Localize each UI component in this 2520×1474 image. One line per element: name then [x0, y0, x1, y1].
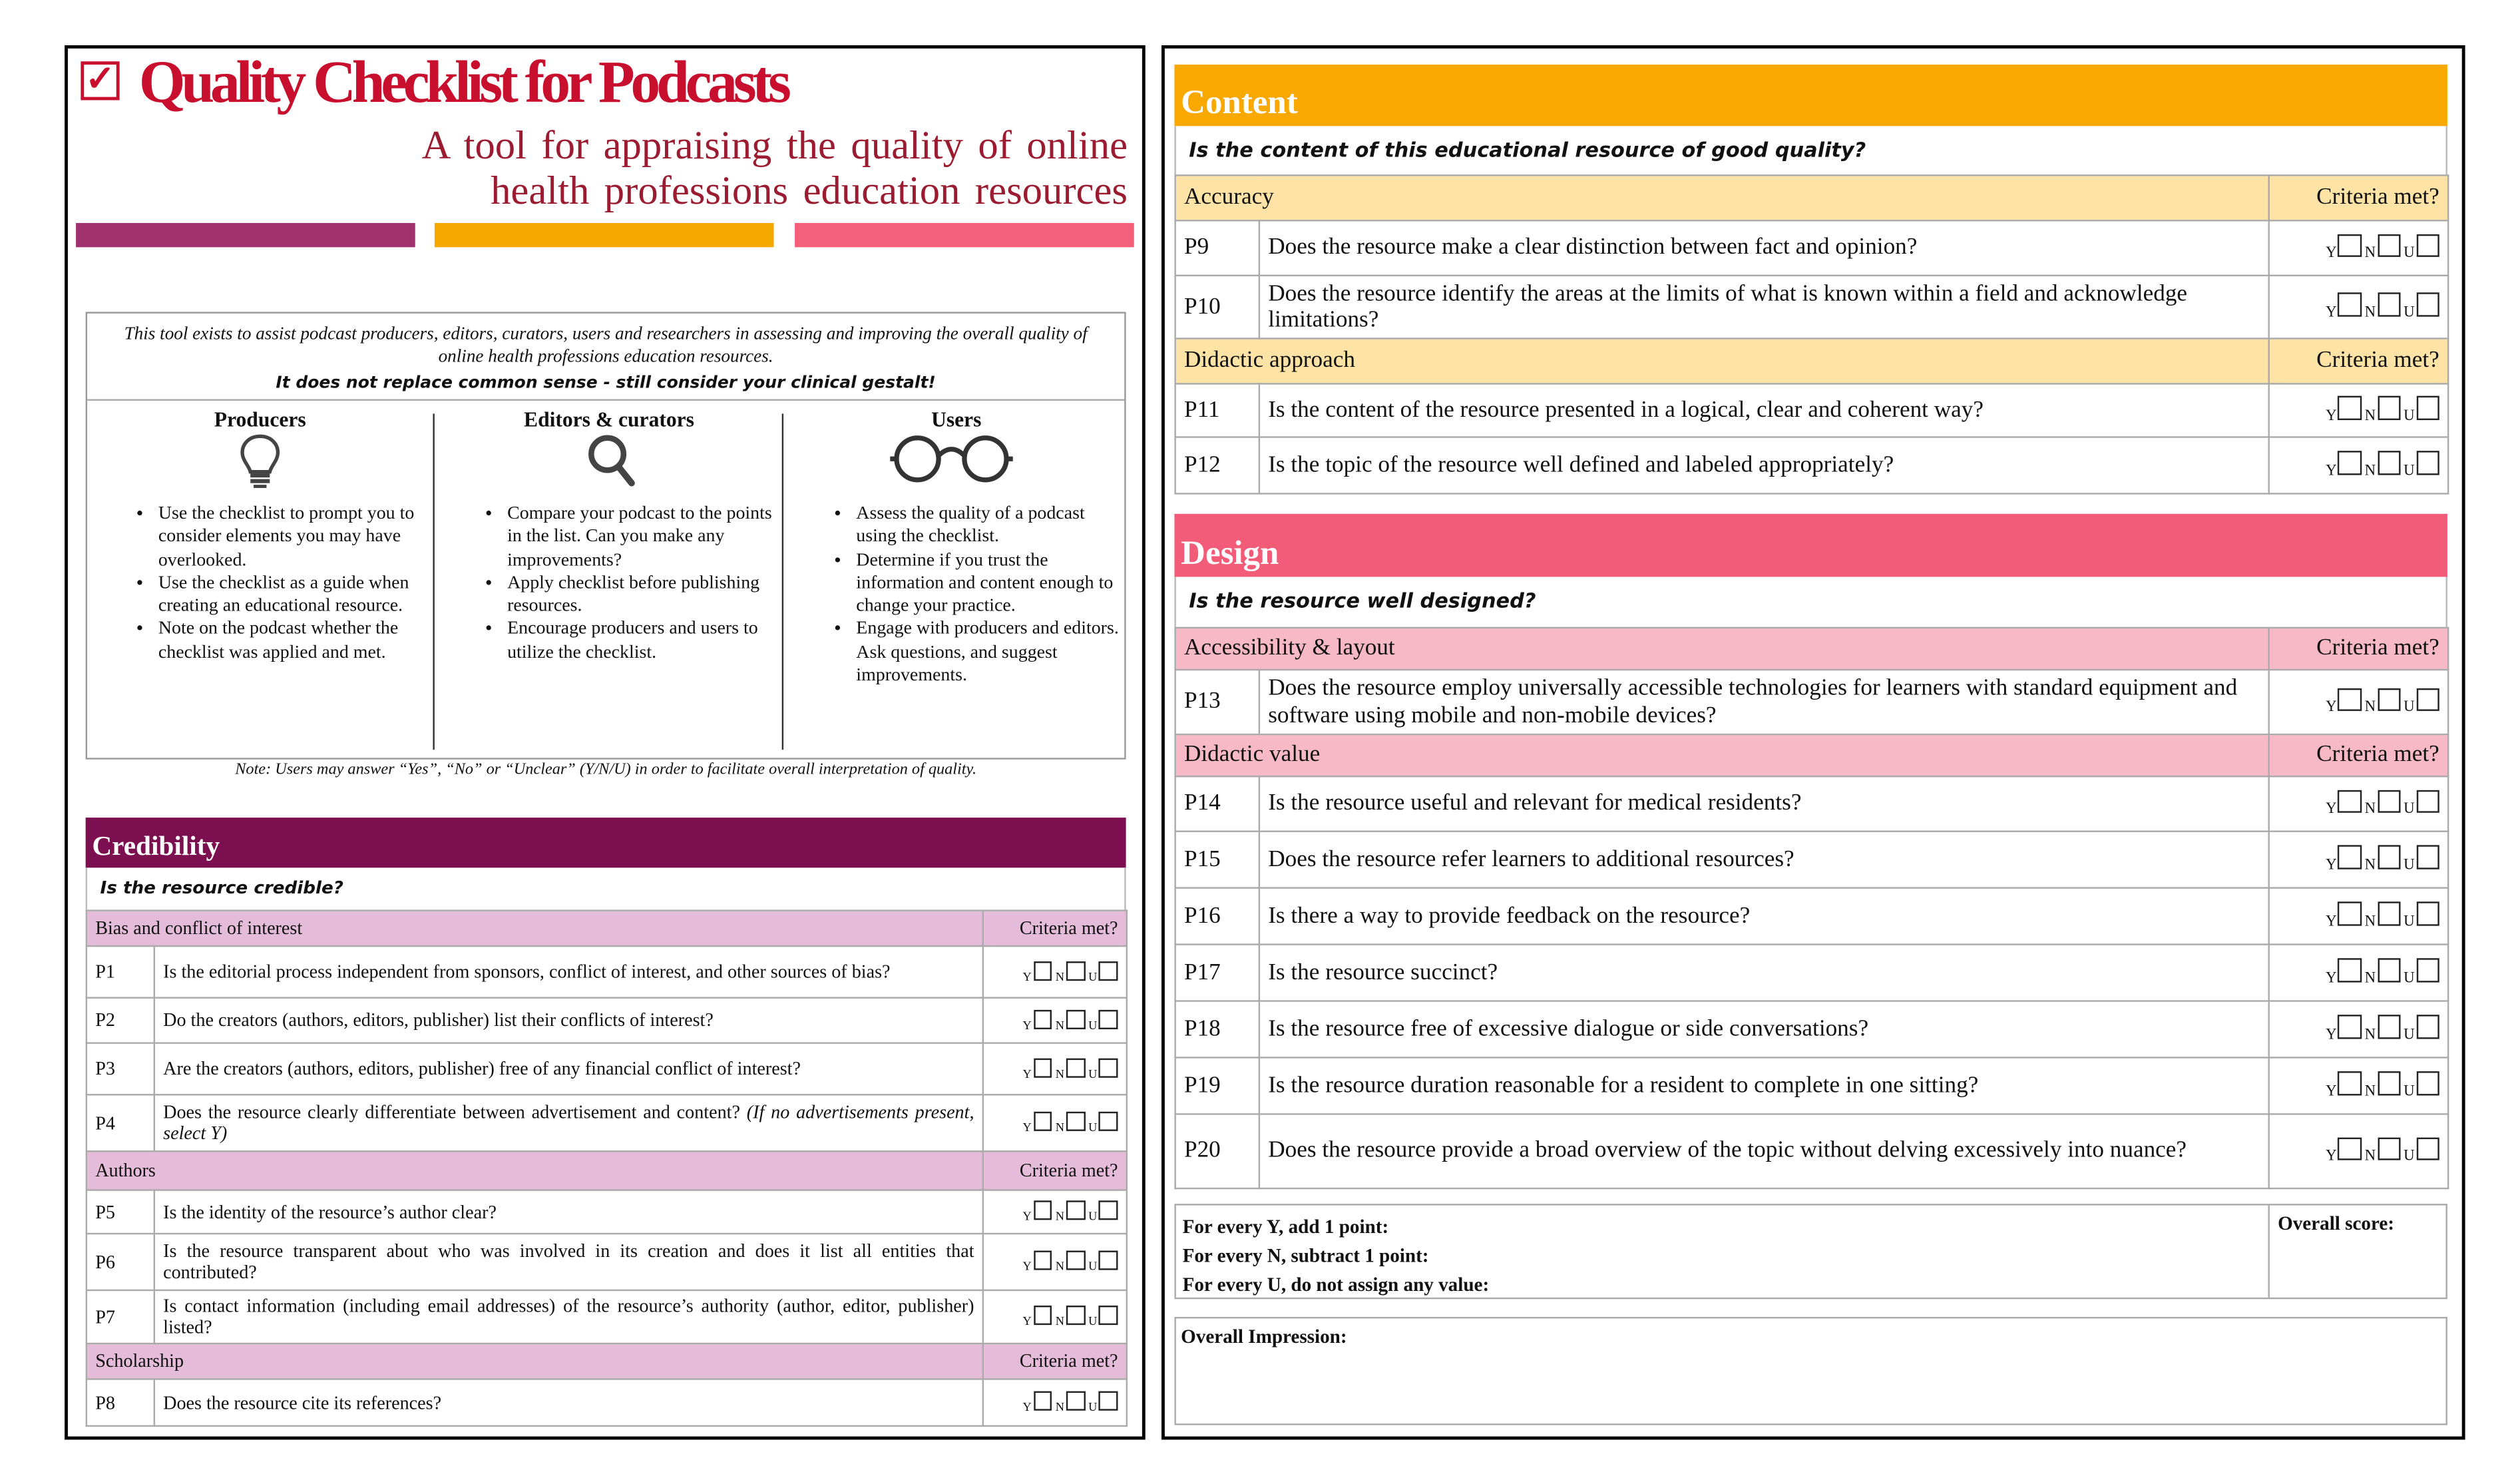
editors-column — [436, 407, 781, 750]
checklist-item-p18 — [1175, 1001, 2449, 1058]
bullet: • Assess the quality of a podcast using the checklist. — [856, 503, 1128, 549]
group-header-row — [87, 1151, 1127, 1190]
checklist-table — [1174, 627, 2449, 1190]
bullet: • Use the checklist as a guide when creating an educational resource. — [158, 572, 433, 618]
color-bar-purple — [76, 223, 415, 247]
answer-label: Y — [1022, 1314, 1032, 1329]
answer-checkbox-u[interactable] — [2416, 1015, 2439, 1039]
answer-options — [2269, 945, 2448, 1001]
intro-text: This tool exists to assist podcast producers, editors, curators, users and researchers in assessing and improving the overall quality of online health professions education resources. — [124, 324, 1088, 367]
criteria-met-label: Criteria met? — [983, 1151, 1127, 1190]
answer-checkbox-u[interactable] — [1099, 1306, 1118, 1326]
checklist-item-p7 — [87, 1290, 1127, 1344]
answer-label: N — [2364, 1149, 2376, 1166]
item-id: P3 — [87, 1043, 154, 1095]
answer-label: N — [2364, 858, 2376, 874]
answer-options — [2269, 888, 2448, 945]
answer-label: N — [1055, 1314, 1065, 1329]
criteria-met-label: Criteria met? — [2269, 628, 2448, 670]
item-question — [1259, 276, 2269, 339]
criteria-met-label: Criteria met? — [983, 911, 1127, 946]
answer-options — [983, 1190, 1127, 1234]
answer-checkbox-n[interactable] — [1066, 1306, 1085, 1326]
answer-checkbox-u[interactable] — [2416, 959, 2439, 982]
answer-label: Y — [2326, 700, 2337, 716]
item-question — [1259, 220, 2269, 276]
divider — [433, 413, 434, 750]
answer-label: U — [2404, 858, 2415, 874]
checkbox-checked-icon: ✓ — [81, 61, 119, 100]
answer-label: Y — [2326, 970, 2337, 987]
answer-checkbox-y[interactable] — [2338, 688, 2362, 712]
answer-label: U — [1088, 1399, 1098, 1415]
answer-label: Y — [2326, 408, 2337, 425]
group-name: Accessibility & layout — [1175, 628, 2269, 670]
page-title: Quality Checklist for Podcasts — [138, 50, 787, 117]
criteria-met-label: Criteria met? — [2269, 338, 2448, 383]
question-text: Does the resource provide a broad overview of the topic without delving excessively into nuance? — [1268, 1138, 2187, 1164]
users-column — [785, 407, 1128, 750]
answer-checkbox-n[interactable] — [2378, 1137, 2401, 1160]
checklist-item-p5 — [87, 1190, 1127, 1234]
answer-label: N — [2364, 408, 2376, 425]
item-question — [1259, 670, 2269, 734]
answer-checkbox-y[interactable] — [2338, 1015, 2362, 1039]
answer-label: U — [1088, 1017, 1098, 1033]
checklist-item-p8 — [87, 1379, 1127, 1425]
answer-label: Y — [1022, 1120, 1032, 1135]
answer-checkbox-y[interactable] — [1033, 1252, 1052, 1271]
answer-checkbox-n[interactable] — [1066, 1201, 1085, 1220]
answer-label: N — [2364, 802, 2376, 818]
checklist-table — [86, 909, 1128, 1427]
checklist-item-p2 — [87, 998, 1127, 1043]
group-name: Accuracy — [1175, 175, 2269, 220]
answer-label: Y — [2326, 1083, 2337, 1101]
answer-options — [2269, 776, 2448, 832]
group-name: Didactic value — [1175, 734, 2269, 776]
item-question — [1259, 437, 2269, 494]
answer-label: Y — [2326, 858, 2337, 874]
answer-options — [2269, 220, 2448, 276]
answer-checkbox-n[interactable] — [2378, 688, 2401, 712]
answer-label: N — [2364, 970, 2376, 987]
answer-checkbox-y[interactable] — [1033, 1392, 1052, 1411]
answer-options — [2269, 437, 2448, 494]
answer-options — [2269, 670, 2448, 734]
answer-label: U — [1088, 1314, 1098, 1329]
answer-checkbox-u[interactable] — [2416, 1072, 2439, 1095]
question-text: Are the creators (authors, editors, publisher) free of any financial conflict of interest? — [163, 1058, 801, 1080]
answer-options — [2269, 276, 2448, 339]
answer-label: N — [1055, 969, 1065, 984]
answer-label: U — [1088, 1209, 1098, 1224]
item-id: P16 — [1175, 888, 1259, 945]
answer-checkbox-y[interactable] — [1033, 961, 1052, 981]
group-name: Authors — [87, 1151, 983, 1190]
question-text: Is contact information (including email addresses) of the resource’s authority (author, editor, publisher) listed? — [163, 1296, 974, 1338]
answer-label: U — [2404, 305, 2415, 322]
question-text: Does the resource cite its references? — [163, 1391, 442, 1413]
answer-checkbox-u[interactable] — [1099, 1392, 1118, 1411]
item-id: P2 — [87, 998, 154, 1043]
answer-options — [983, 1043, 1127, 1095]
answer-options — [983, 1379, 1127, 1425]
overall-impression-field[interactable] — [1174, 1317, 2447, 1425]
bullet: • Note on the podcast whether the checklist was applied and met. — [158, 618, 433, 664]
answer-label: N — [2364, 913, 2376, 931]
item-id: P5 — [87, 1190, 154, 1234]
section-header-content: Content — [1174, 65, 2447, 126]
checklist-table — [1174, 174, 2449, 495]
answer-checkbox-u[interactable] — [2416, 293, 2439, 316]
answer-checkbox-u[interactable] — [1099, 961, 1118, 981]
item-id: P19 — [1175, 1057, 1259, 1114]
checklist-item-p4 — [87, 1095, 1127, 1151]
checklist-item-p20 — [1175, 1114, 2449, 1188]
answer-label: N — [2364, 1083, 2376, 1101]
question-text: Does the resource make a clear distinction between fact and opinion? — [1268, 234, 1918, 261]
answer-label: Y — [2326, 913, 2337, 931]
column-heading: Producers — [214, 407, 306, 432]
column-heading: Editors & curators — [524, 407, 694, 432]
answer-label: U — [2404, 802, 2415, 818]
item-question — [1259, 1057, 2269, 1114]
answer-label: Y — [1022, 1399, 1032, 1415]
answer-checkbox-n[interactable] — [2378, 1072, 2401, 1095]
answer-label: Y — [1022, 1066, 1032, 1081]
answer-checkbox-n[interactable] — [1066, 961, 1085, 981]
answer-checkbox-y[interactable] — [2338, 1072, 2362, 1095]
item-id: P6 — [87, 1234, 154, 1290]
answer-label: U — [1088, 969, 1098, 984]
item-id: P11 — [1175, 383, 1259, 437]
answer-options — [983, 1290, 1127, 1344]
question-text: Is the identity of the resource’s author clear? — [163, 1201, 497, 1223]
answer-checkbox-y[interactable] — [2338, 293, 2362, 316]
item-question — [1259, 888, 2269, 945]
group-name: Didactic approach — [1175, 338, 2269, 383]
item-id: P10 — [1175, 276, 1259, 339]
answer-label: Y — [1022, 1259, 1032, 1274]
answer-checkbox-y[interactable] — [2338, 959, 2362, 982]
answer-checkbox-u[interactable] — [2416, 902, 2439, 925]
answer-checkbox-y[interactable] — [1033, 1306, 1052, 1326]
item-question — [154, 1043, 983, 1095]
answer-checkbox-n[interactable] — [2378, 1015, 2401, 1039]
answer-label: U — [2404, 700, 2415, 716]
item-id: P18 — [1175, 1001, 1259, 1058]
answer-label: Y — [2326, 463, 2337, 480]
answer-checkbox-u[interactable] — [1099, 1058, 1118, 1077]
checklist-item-p14 — [1175, 776, 2449, 832]
answer-label: U — [2404, 1149, 2415, 1166]
bullet: • Engage with producers and editors. Ask questions, and suggest improvements. — [856, 618, 1128, 687]
answer-checkbox-n[interactable] — [1066, 1058, 1085, 1077]
answer-options — [2269, 1057, 2448, 1114]
checklist-item-p3 — [87, 1043, 1127, 1095]
checklist-item-p19 — [1175, 1057, 2449, 1114]
answer-label: N — [2364, 463, 2376, 480]
answer-checkbox-n[interactable] — [2378, 846, 2401, 869]
item-question — [154, 946, 983, 998]
checklist-item-p15 — [1175, 832, 2449, 888]
answer-options — [983, 1234, 1127, 1290]
group-header-row — [1175, 338, 2449, 383]
answer-checkbox-u[interactable] — [2416, 234, 2439, 258]
answer-options — [983, 1095, 1127, 1151]
section-question: Is the resource well designed? — [1174, 577, 2447, 626]
answer-checkbox-y[interactable] — [1033, 1201, 1052, 1220]
answer-checkbox-u[interactable] — [2416, 397, 2439, 420]
answer-checkbox-u[interactable] — [1099, 1252, 1118, 1271]
answer-checkbox-u[interactable] — [2416, 790, 2439, 814]
answer-checkbox-y[interactable] — [1033, 1112, 1052, 1132]
scoring-rule: For every N, subtract 1 point: — [1182, 1244, 1429, 1267]
subtitle-line-2: health professions education resources — [491, 169, 1128, 214]
answer-checkbox-y[interactable] — [2338, 234, 2362, 258]
criteria-met-label: Criteria met? — [2269, 175, 2448, 220]
bullet: • Use the checklist to prompt you to consider elements you may have overlooked. — [158, 503, 433, 572]
item-question — [1259, 1001, 2269, 1058]
item-id: P14 — [1175, 776, 1259, 832]
answer-label: N — [2364, 1027, 2376, 1044]
criteria-met-label: Criteria met? — [2269, 734, 2448, 776]
question-text: Is the resource useful and relevant for medical residents? — [1268, 790, 1802, 817]
answer-label: N — [1055, 1120, 1065, 1135]
column-heading: Users — [931, 407, 982, 432]
answer-checkbox-n[interactable] — [1066, 1392, 1085, 1411]
answer-checkbox-u[interactable] — [2416, 451, 2439, 475]
section-header-credibility: Credibility — [86, 818, 1126, 867]
item-question — [1259, 945, 2269, 1001]
checklist-item-p11 — [1175, 383, 2449, 437]
answer-label: U — [2404, 463, 2415, 480]
answer-label: Y — [2326, 1027, 2337, 1044]
scoring-box — [1174, 1204, 2447, 1299]
item-question — [1259, 776, 2269, 832]
answer-options — [2269, 1001, 2448, 1058]
answer-label: N — [2364, 246, 2376, 262]
color-bar-orange — [435, 223, 774, 247]
group-header-row — [1175, 175, 2449, 220]
usage-note: Note: Users may answer “Yes”, “No” or “Unclear” (Y/N/U) in order to facilitate overall interpretation of quality. — [235, 761, 977, 779]
answer-checkbox-n[interactable] — [2378, 959, 2401, 982]
answer-checkbox-u[interactable] — [2416, 846, 2439, 869]
lightbulb-icon — [87, 433, 433, 488]
answer-checkbox-n[interactable] — [2378, 902, 2401, 925]
item-id: P20 — [1175, 1114, 1259, 1188]
item-id: P9 — [1175, 220, 1259, 276]
overall-impression-label: Overall Impression: — [1181, 1325, 1347, 1348]
answer-options — [2269, 832, 2448, 888]
answer-label: N — [1055, 1017, 1065, 1033]
answer-checkbox-y[interactable] — [2338, 1137, 2362, 1160]
subtitle-line-1: A tool for appraising the quality of online — [421, 124, 1128, 168]
bullet: • Compare your podcast to the points in the list. Can you make any improvements? — [507, 503, 782, 572]
answer-label: N — [1055, 1259, 1065, 1274]
answer-checkbox-n[interactable] — [2378, 293, 2401, 316]
answer-options — [983, 946, 1127, 998]
intro-box — [86, 312, 1126, 759]
group-header-row — [1175, 734, 2449, 776]
answer-label: Y — [2326, 305, 2337, 322]
answer-checkbox-u[interactable] — [2416, 1137, 2439, 1160]
answer-checkbox-y[interactable] — [2338, 397, 2362, 420]
question-text: Is the resource transparent about who was involved in its creation and does it list all entities that contributed? — [163, 1240, 974, 1284]
answer-checkbox-n[interactable] — [1066, 1010, 1085, 1029]
scoring-rule: For every Y, add 1 point: — [1182, 1215, 1389, 1238]
answer-label: Y — [2326, 802, 2337, 818]
checklist-item-p9 — [1175, 220, 2449, 276]
item-id: P8 — [87, 1379, 154, 1425]
answer-label: U — [2404, 246, 2415, 262]
group-header-row — [87, 911, 1127, 946]
divider — [782, 413, 783, 750]
item-question — [154, 1290, 983, 1344]
answer-label: U — [2404, 913, 2415, 931]
group-name: Bias and conflict of interest — [87, 911, 983, 946]
bullet: • Encourage producers and users to utilize the checklist. — [507, 618, 782, 664]
answer-label: Y — [1022, 969, 1032, 984]
answer-label: U — [1088, 1259, 1098, 1274]
question-text: Does the resource identify the areas at the limits of what is known within a field and acknowledge limitations? — [1268, 280, 2188, 333]
group-header-row — [1175, 628, 2449, 670]
checklist-item-p12 — [1175, 437, 2449, 494]
answer-checkbox-y[interactable] — [1033, 1010, 1052, 1029]
item-id: P17 — [1175, 945, 1259, 1001]
question-text: Is the topic of the resource well defined and labeled appropriately? — [1268, 452, 1894, 479]
answer-label: Y — [1022, 1017, 1032, 1033]
answer-checkbox-n[interactable] — [2378, 234, 2401, 258]
answer-label: U — [2404, 1083, 2415, 1101]
answer-label: N — [2364, 700, 2376, 716]
answer-label: N — [1055, 1209, 1065, 1224]
answer-label: U — [2404, 1027, 2415, 1044]
question-text: Is the content of the resource presented in a logical, clear and coherent way? — [1268, 397, 1984, 423]
overall-score-field[interactable] — [2268, 1206, 2447, 1298]
question-text: Does the resource clearly differentiate between advertisement and content? — [163, 1102, 740, 1123]
scoring-rule: For every U, do not assign any value: — [1182, 1273, 1490, 1296]
answer-checkbox-u[interactable] — [1099, 1201, 1118, 1220]
item-question — [1259, 383, 2269, 437]
item-id: P15 — [1175, 832, 1259, 888]
answer-checkbox-n[interactable] — [1066, 1112, 1085, 1132]
answer-checkbox-y[interactable] — [2338, 451, 2362, 475]
checklist-item-p1 — [87, 946, 1127, 998]
answer-checkbox-u[interactable] — [2416, 688, 2439, 712]
answer-label: Y — [1022, 1209, 1032, 1224]
item-id: P13 — [1175, 670, 1259, 734]
question-text: Is the resource succinct? — [1268, 959, 1498, 986]
question-text: Does the resource refer learners to additional resources? — [1268, 846, 1794, 873]
answer-options — [2269, 1114, 2448, 1188]
question-text: Do the creators (authors, editors, publisher) list their conflicts of interest? — [163, 1009, 714, 1031]
question-note: (If no advertisements present, select Y) — [163, 1102, 974, 1144]
magnifier-icon — [436, 433, 781, 488]
answer-checkbox-y[interactable] — [2338, 902, 2362, 925]
answer-checkbox-y[interactable] — [2338, 790, 2362, 814]
checklist-item-p17 — [1175, 945, 2449, 1001]
checklist-item-p13 — [1175, 670, 2449, 734]
question-text: Is the resource free of excessive dialogue or side conversations? — [1268, 1016, 1869, 1043]
item-question — [154, 1379, 983, 1425]
answer-label: N — [2364, 305, 2376, 322]
section-question: Is the content of this educational resource of good quality? — [1174, 126, 2447, 174]
answer-label: U — [1088, 1066, 1098, 1081]
intro-emphasis: It does not replace common sense - still consider your clinical gestalt! — [276, 373, 936, 393]
item-id: P7 — [87, 1290, 154, 1344]
bullet: • Apply checklist before publishing resources. — [507, 572, 782, 618]
question-text: Is there a way to provide feedback on the resource? — [1268, 903, 1751, 929]
question-text: Is the resource duration reasonable for a resident to complete in one sitting? — [1268, 1073, 1979, 1099]
question-text: Does the resource employ universally accessible technologies for learners with standard equipment and software using mobile and non-mobile devices? — [1268, 676, 2238, 728]
answer-label: U — [1088, 1120, 1098, 1135]
bullet: • Determine if you trust the information and content enough to change your practice. — [856, 549, 1128, 618]
answer-checkbox-y[interactable] — [2338, 846, 2362, 869]
item-question — [1259, 1114, 2269, 1188]
answer-checkbox-n[interactable] — [2378, 397, 2401, 420]
group-name: Scholarship — [87, 1344, 983, 1379]
criteria-met-label: Criteria met? — [983, 1344, 1127, 1379]
answer-checkbox-n[interactable] — [1066, 1252, 1085, 1271]
answer-checkbox-n[interactable] — [2378, 790, 2401, 814]
answer-label: N — [1055, 1066, 1065, 1081]
item-question — [154, 1190, 983, 1234]
checklist-item-p6 — [87, 1234, 1127, 1290]
glasses-icon — [785, 433, 1128, 488]
checklist-item-p10 — [1175, 276, 2449, 339]
question-text: Is the editorial process independent from sponsors, conflict of interest, and other sources of bias? — [163, 961, 891, 983]
item-question — [154, 998, 983, 1043]
answer-checkbox-u[interactable] — [1099, 1112, 1118, 1132]
answer-checkbox-n[interactable] — [2378, 451, 2401, 475]
item-question — [154, 1234, 983, 1290]
producers-column — [87, 407, 433, 750]
overall-score-label: Overall score: — [2278, 1212, 2395, 1235]
answer-checkbox-y[interactable] — [1033, 1058, 1052, 1077]
section-question: Is the resource credible? — [86, 867, 1126, 909]
color-bar-pink — [795, 223, 1134, 247]
answer-options — [983, 998, 1127, 1043]
checklist-item-p16 — [1175, 888, 2449, 945]
section-header-design: Design — [1174, 514, 2447, 577]
item-question — [154, 1095, 983, 1151]
item-id: P4 — [87, 1095, 154, 1151]
item-question — [1259, 832, 2269, 888]
item-id: P1 — [87, 946, 154, 998]
answer-options — [2269, 383, 2448, 437]
answer-label: U — [2404, 970, 2415, 987]
item-id: P12 — [1175, 437, 1259, 494]
group-header-row — [87, 1344, 1127, 1379]
answer-label: U — [2404, 408, 2415, 425]
answer-label: Y — [2326, 1149, 2337, 1166]
divider — [87, 399, 1124, 400]
answer-label: Y — [2326, 246, 2337, 262]
answer-label: N — [1055, 1399, 1065, 1415]
answer-checkbox-u[interactable] — [1099, 1010, 1118, 1029]
